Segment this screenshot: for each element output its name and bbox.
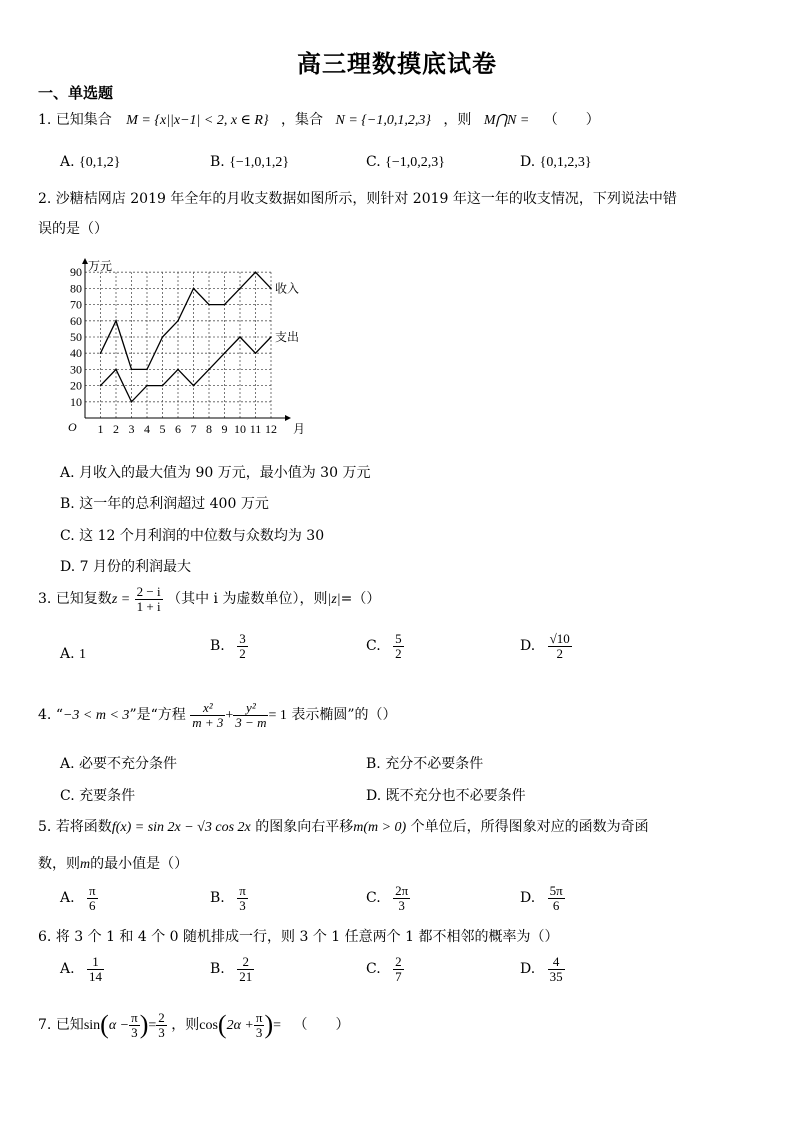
frac-den: 3 − m [235, 714, 267, 730]
q5-line2b: 的最小值是（） [90, 856, 189, 872]
x-tick-label: 2 [113, 422, 119, 436]
option-label: D. [60, 559, 76, 575]
frac-num: 2 − i [136, 583, 161, 599]
data-point [239, 336, 241, 338]
frac-num: 4 [548, 955, 565, 970]
income-expense-chart [56, 254, 316, 446]
data-point [100, 385, 102, 387]
q6-option-d[interactable] [520, 955, 565, 983]
question-5 [38, 820, 649, 835]
x-axis-label: 月 [293, 422, 306, 436]
q5-line2 [38, 857, 188, 872]
paren-open: ( [100, 1010, 109, 1039]
data-point [208, 369, 210, 371]
y-tick-label: 20 [70, 378, 82, 393]
q5-shift: m(m > 0) [353, 820, 407, 835]
x-tick-label: 8 [206, 422, 212, 436]
q7-paren: （ ） [293, 1017, 350, 1033]
option-label: C. [366, 154, 381, 170]
q1-set-n: N = {−1,0,1,2,3} [335, 113, 431, 128]
y-tick-label: 40 [70, 346, 82, 361]
q5-number: 5. [38, 819, 52, 835]
data-point [239, 288, 241, 290]
option-label: A. [60, 961, 75, 978]
frac-den: 6 [552, 897, 560, 913]
q3-option-b[interactable] [210, 632, 248, 660]
q1-option-c[interactable] [366, 154, 445, 171]
option-label: B. [60, 496, 75, 512]
option-fraction [393, 955, 404, 983]
question-1 [38, 113, 600, 128]
q1-mid: ，集合 [281, 112, 324, 128]
option-label: C. [60, 528, 75, 544]
data-point [224, 352, 226, 354]
x-tick-label: 4 [144, 422, 150, 436]
x-tick-label: 12 [265, 422, 277, 436]
y-tick-label: 50 [70, 330, 82, 344]
frac-den: m + 3 [192, 714, 224, 730]
q4-option-b[interactable] [366, 753, 483, 773]
frac-den: 2 [395, 645, 402, 661]
frac-den: 3 [398, 897, 405, 913]
q7-value-frac [156, 1011, 167, 1039]
data-point [115, 369, 117, 371]
q6-option-b[interactable] [210, 955, 254, 983]
equals: = [148, 1018, 157, 1033]
option-fraction [237, 955, 254, 983]
q3-option-a[interactable] [60, 646, 86, 663]
y-tick-label: 30 [70, 362, 82, 377]
q4-number: 4. [38, 707, 52, 723]
option-label: D. [520, 154, 536, 170]
q7-sin: sin [83, 1018, 101, 1033]
frac-den: 2 [239, 645, 246, 661]
q5-option-c[interactable] [366, 884, 410, 912]
data-point [270, 288, 272, 290]
q1-then: ，则 [443, 112, 472, 128]
chart-axes [82, 258, 291, 421]
q7-pre: 已知 [55, 1017, 84, 1033]
q1-set-m: M = {x||x−1| < 2, x ∈ R} [126, 113, 269, 128]
q3-number: 3. [38, 591, 52, 607]
q4-condition: −3 < m < 3 [62, 708, 130, 723]
x-tick-label: 7 [190, 422, 197, 436]
q6-text: 6. 将 3 个 1 和 4 个 0 随机排成一行，则 3 个 1 任意两个 1 都不相邻的概率为（） [38, 929, 559, 945]
q1-paren: （ ） [543, 112, 600, 128]
y-tick-label: 60 [70, 313, 82, 328]
data-point [146, 385, 148, 387]
option-label: A. [60, 465, 75, 481]
frac-den: 3 [131, 1024, 138, 1040]
frac-den: 14 [89, 968, 103, 984]
q1-number: 1. [38, 112, 52, 128]
data-point [162, 385, 164, 387]
paren-close: ) [139, 1010, 149, 1039]
q5-function: f(x) = sin 2x − √3 cos 2x [111, 820, 251, 835]
page-title: 高三理数摸底试卷 [297, 50, 497, 78]
frac-num: y² [233, 701, 268, 716]
q3-post: （其中 i 为虚数单位），则 [167, 591, 328, 607]
q4-option-a[interactable] [60, 753, 177, 773]
frac-num: π [89, 883, 96, 898]
equals: = [273, 1018, 282, 1033]
plus: + [225, 708, 234, 723]
series-label: 收入 [275, 281, 300, 296]
option-text: 7 月份的利润最大 [79, 559, 191, 575]
frac-den: 21 [239, 968, 253, 984]
data-point [208, 304, 210, 306]
data-point [177, 369, 179, 371]
equals-one: = 1 [268, 708, 287, 723]
option-fraction [237, 884, 248, 912]
q3-pre: 已知复数 [55, 591, 112, 607]
q7-number: 7. [38, 1017, 52, 1033]
q2-line1: 2. 沙糖桔网店 2019 年全年的月收支数据如图所示，则针对 2019 年这一年的收支情况，下列说法中错 [38, 191, 677, 207]
q1-option-d[interactable] [520, 154, 592, 171]
option-text: 1 [79, 647, 87, 662]
option-fraction [548, 884, 565, 912]
q7-then: ，则 [171, 1017, 200, 1033]
option-fraction [87, 884, 98, 912]
frac-num: π [255, 1009, 263, 1025]
option-label: A. [60, 756, 75, 772]
option-text: 既不充分也不必要条件 [385, 788, 526, 804]
frac-num: 2 [395, 954, 402, 969]
q1-expr: M⋂N = [483, 113, 530, 128]
question-4 [38, 696, 397, 735]
option-label: A. [60, 154, 75, 170]
option-label: B. [366, 756, 381, 772]
q4-frac-y [233, 701, 268, 729]
q5-m: m [80, 857, 91, 872]
option-label: C. [366, 638, 381, 655]
data-point [224, 304, 226, 306]
q1-pre: 已知集合 [55, 112, 112, 128]
q1-option-b[interactable] [210, 154, 289, 171]
frac-num: x² [190, 701, 225, 716]
option-label: C. [366, 961, 381, 978]
x-tick-label: 6 [175, 422, 181, 436]
frac-den: 1 + i [136, 598, 161, 614]
option-label: B. [210, 961, 225, 978]
q4-pre: “ [55, 707, 63, 723]
q3-fraction [135, 585, 163, 613]
q3-tail: =（） [340, 591, 381, 607]
option-fraction [548, 955, 565, 983]
q6-option-c[interactable] [366, 955, 404, 983]
frac-den: 6 [89, 897, 96, 913]
q5-option-b[interactable] [210, 884, 248, 912]
q1-option-a[interactable] [60, 154, 120, 171]
q2-option-b[interactable] [60, 493, 269, 513]
frac-num: 3 [239, 631, 246, 646]
frac-num: π [239, 883, 246, 898]
q3-abs: |z| [327, 592, 341, 607]
data-point [131, 401, 133, 403]
q4-option-c[interactable] [60, 785, 135, 805]
option-label: C. [60, 788, 75, 804]
x-tick-label: 10 [234, 422, 246, 436]
data-point [255, 271, 257, 273]
option-text: {0,1,2} [79, 155, 121, 170]
q3-z: z = [111, 592, 131, 607]
frac-num: π [131, 1009, 138, 1025]
option-label: C. [366, 890, 381, 907]
frac-num: 2 [237, 955, 254, 970]
y-tick-label: 90 [70, 265, 82, 280]
q7-pi-frac [129, 1011, 140, 1039]
option-text: 这 12 个月利润的中位数与众数均为 30 [79, 528, 325, 544]
option-label: D. [520, 638, 536, 655]
frac-num: 5 [395, 631, 402, 646]
q4-mid: ”是“方程 [129, 707, 186, 723]
q3-option-d[interactable] [520, 632, 572, 660]
data-point [162, 336, 164, 338]
option-label: A. [60, 646, 75, 662]
q2-option-d[interactable] [60, 556, 191, 576]
frac-den: 7 [395, 968, 402, 984]
option-label: A. [60, 890, 75, 907]
q7-cos: cos [199, 1018, 218, 1033]
x-axis-arrow [285, 415, 291, 421]
frac-num: 1 [87, 955, 104, 970]
q5-post: 个单位后，所得图象对应的函数为奇函 [410, 819, 649, 835]
option-text: 月收入的最大值为 90 万元，最小值为 30 万元 [79, 465, 371, 481]
section-heading: 一、单选题 [38, 84, 114, 102]
data-point [100, 352, 102, 354]
option-label: D. [366, 788, 382, 804]
y-axis-label: 万元 [88, 259, 113, 273]
y-tick-label: 70 [70, 297, 82, 312]
option-text: {0,1,2,3} [539, 155, 592, 170]
x-tick-label: 3 [128, 422, 135, 436]
option-text: {−1,0,2,3} [385, 155, 445, 170]
q2-option-c[interactable] [60, 525, 324, 545]
q4-option-d[interactable] [366, 785, 526, 805]
q5-pre: 若将函数 [55, 819, 112, 835]
q2-line2: 误的是（） [38, 221, 108, 237]
origin-label: O [68, 420, 77, 434]
question-7 [38, 1006, 349, 1045]
option-fraction [237, 632, 248, 660]
option-fraction [393, 632, 404, 660]
q3-option-c[interactable] [366, 632, 404, 660]
x-tick-label: 5 [159, 422, 166, 436]
q7-pi-frac-2 [254, 1011, 265, 1039]
frac-den: 3 [239, 897, 246, 913]
x-tick-label: 11 [249, 422, 262, 436]
data-point [193, 385, 195, 387]
frac-den: 3 [255, 1024, 263, 1040]
q5-line2a: 数，则 [38, 856, 80, 872]
x-tick-label: 9 [221, 422, 228, 436]
option-text: 这一年的总利润超过 400 万元 [79, 496, 269, 512]
data-point [255, 352, 257, 354]
data-point [115, 320, 117, 322]
q5-option-d[interactable] [520, 884, 565, 912]
q7-alpha: α − [108, 1018, 130, 1033]
data-point [193, 288, 195, 290]
data-point [146, 369, 148, 371]
option-text: 充分不必要条件 [385, 756, 484, 772]
option-fraction [393, 884, 410, 912]
option-text: {−1,0,1,2} [229, 155, 290, 170]
option-fraction [548, 632, 572, 660]
option-text: 必要不充分条件 [79, 756, 178, 772]
frac-num: 2π [395, 883, 409, 898]
option-label: D. [520, 890, 536, 907]
series-label: 支出 [275, 330, 300, 344]
option-fraction [87, 955, 104, 983]
q4-frac-x [190, 701, 225, 729]
frac-den: 2 [556, 645, 563, 661]
chart-grid [85, 272, 271, 418]
paren-open: ( [217, 1010, 227, 1039]
x-tick-label: 1 [97, 422, 104, 436]
frac-num: √10 [549, 631, 570, 646]
option-label: B. [210, 154, 225, 170]
q2-option-a[interactable] [60, 462, 370, 482]
frac-den: 3 [158, 1024, 165, 1040]
question-3 [38, 582, 380, 617]
y-tick-label: 80 [70, 281, 82, 296]
option-label: B. [210, 638, 225, 655]
q5-mid: 的图象向右平移 [255, 819, 354, 835]
frac-den: 35 [549, 968, 563, 984]
q4-post: 表示椭圆”的（） [291, 707, 397, 723]
option-label: D. [520, 961, 536, 978]
data-point [270, 336, 272, 338]
q6-option-a[interactable] [60, 955, 104, 983]
option-label: B. [210, 890, 225, 907]
option-text: 充要条件 [79, 788, 136, 804]
data-point [177, 320, 179, 322]
q7-arg: 2α + [226, 1018, 254, 1033]
frac-num: 2 [158, 1009, 165, 1025]
data-point [131, 369, 133, 371]
y-tick-label: 10 [70, 394, 82, 409]
q5-option-a[interactable] [60, 884, 98, 912]
frac-num: 5π [549, 883, 563, 898]
paren-close: ) [264, 1010, 274, 1039]
